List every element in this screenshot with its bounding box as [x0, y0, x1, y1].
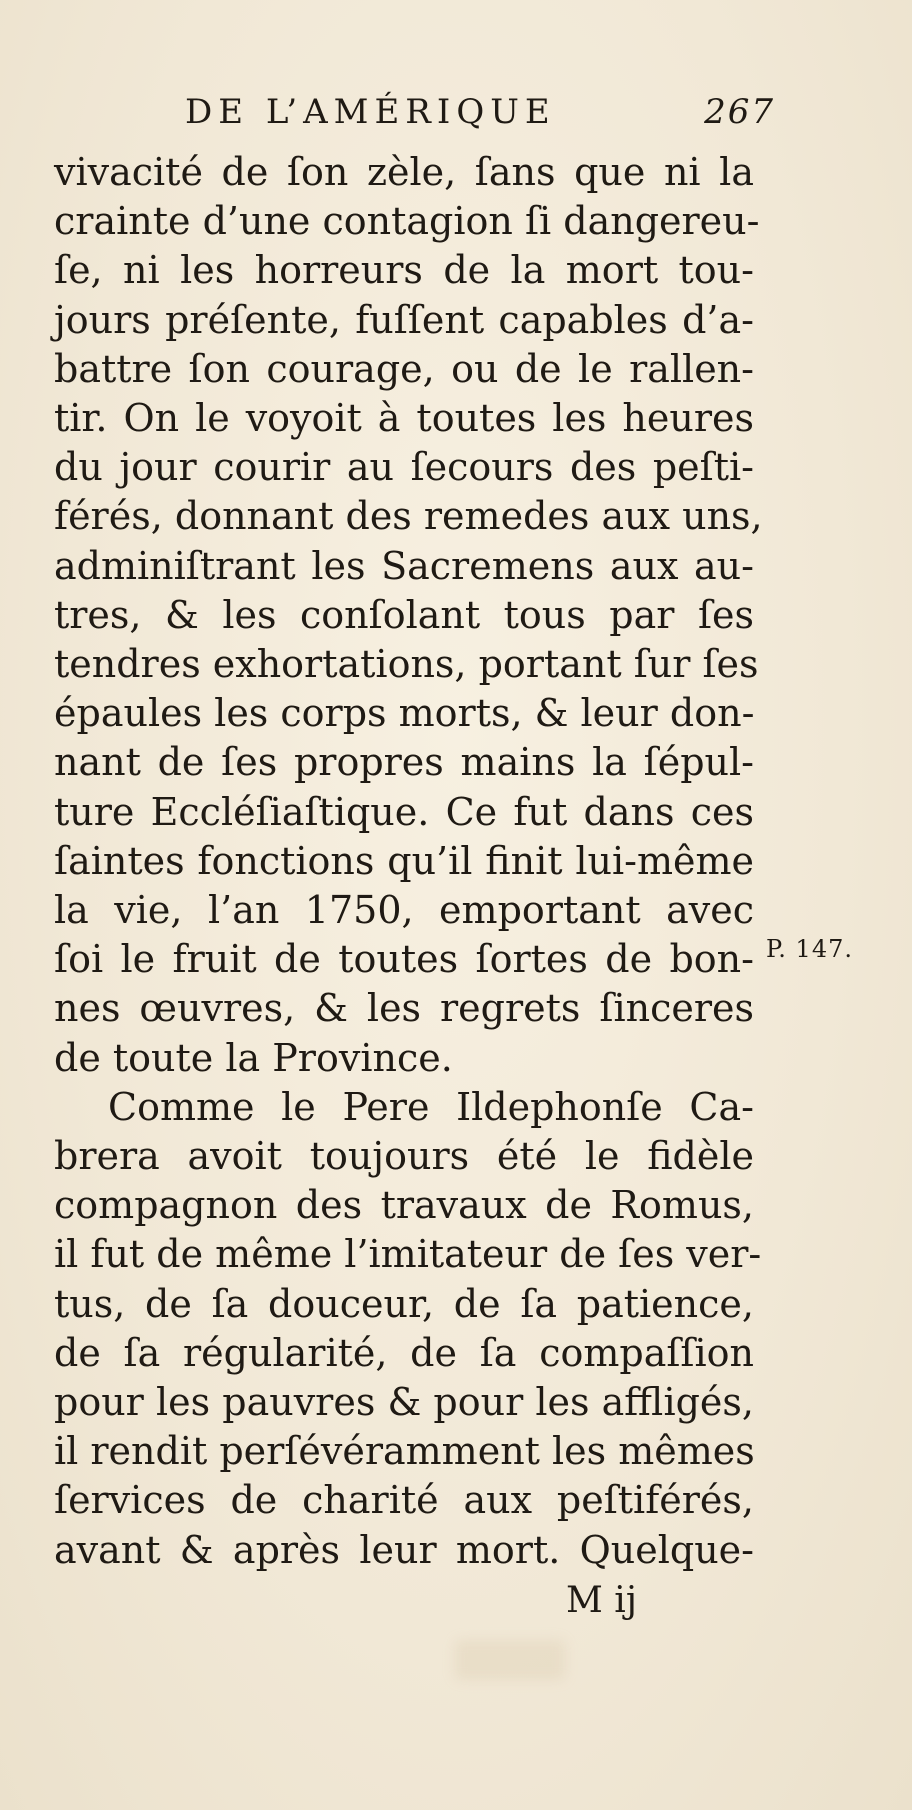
- text-line: tendres exhortations, portant ſur ſes: [54, 642, 759, 687]
- text-line: il fut de même l’imitateur de ſes ver-: [54, 1232, 762, 1277]
- text-line: pour les pauvres & pour les affligés,: [54, 1380, 754, 1425]
- body-text: [54, 148, 763, 1575]
- text-line: compagnon des travaux de Romus,: [54, 1183, 754, 1228]
- text-line: adminiſtrant les Sacremens aux au-: [54, 543, 754, 588]
- signature-mark: M ij: [566, 1580, 637, 1621]
- text-line: tir. On le voyoit à toutes les heures: [54, 396, 754, 441]
- text-line: ſe, ni les horreurs de la mort tou-: [54, 248, 754, 293]
- text-line: avant & après leur mort. Quelque-: [54, 1527, 754, 1572]
- text-line: du jour courir au ſecours des peſti-: [54, 445, 754, 490]
- paragraph-first-line: Comme le Pere Ildephonſe Ca-: [108, 1084, 754, 1129]
- text-line: vivacité de ſon zèle, ſans que ni la: [54, 150, 754, 194]
- text-line: crainte d’une contagion ſi dangereu-: [54, 199, 760, 244]
- margin-note: P. 147.: [766, 935, 853, 963]
- text-line: férés, donnant des remedes aux uns,: [54, 494, 763, 539]
- text-line: il rendit perſévéramment les mêmes: [54, 1429, 755, 1474]
- text-line: ſoi le fruit de toutes ſortes de bon-: [54, 937, 754, 982]
- text-line: nes œuvres, & les regrets ſinceres: [54, 986, 754, 1031]
- text-line: brera avoit toujours été le fidèle: [54, 1134, 754, 1179]
- text-line: de ſa régularité, de ſa compaſſion: [54, 1330, 754, 1375]
- text-line: tres, & les conſolant tous par ſes: [54, 592, 754, 637]
- text-line: nant de ſes propres mains la ſépul-: [54, 740, 754, 785]
- text-line: tus, de ſa douceur, de ſa patience,: [54, 1281, 754, 1326]
- page-number: 267: [704, 92, 775, 132]
- text-line: jours préſente, fuſſent capables d’a-: [54, 297, 754, 342]
- show-through-smudge: [455, 1640, 565, 1680]
- running-header: [185, 92, 775, 140]
- text-line: la vie, l’an 1750, emportant avec: [54, 888, 754, 933]
- text-line: de toute la Province.: [54, 1035, 453, 1080]
- text-line: ſaintes fonctions qu’il finit lui-même: [54, 838, 754, 883]
- text-line: ſervices de charité aux peſtiférés,: [54, 1478, 754, 1523]
- text-line: épaules les corps morts, & leur don-: [54, 691, 755, 736]
- text-line: battre ſon courage, ou de le rallen-: [54, 346, 754, 391]
- text-line: ture Eccléſiaſtique. Ce fut dans ces: [54, 789, 754, 834]
- running-title: DE L’AMÉRIQUE: [185, 92, 556, 132]
